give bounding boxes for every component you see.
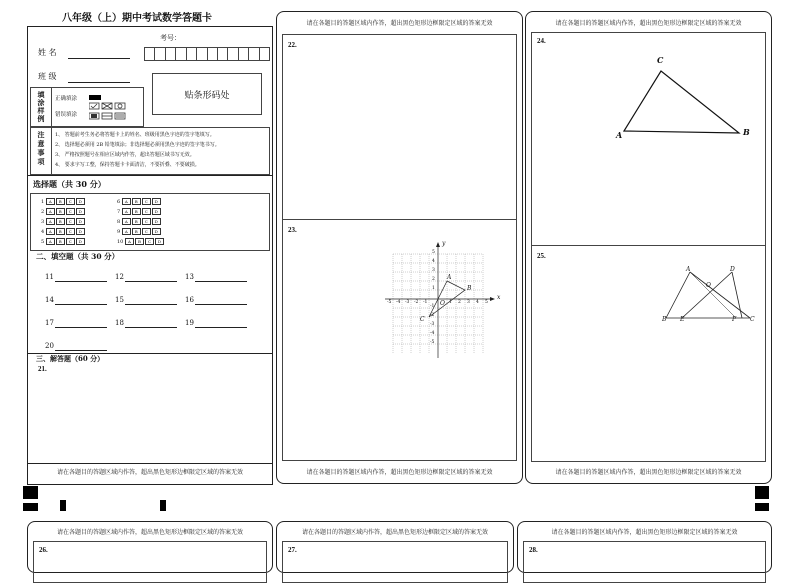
barcode-area	[152, 73, 262, 115]
correct-label: 正确填涂	[55, 96, 78, 102]
solve-title: 三、解答题（60 分）	[36, 354, 105, 363]
notice-3: 3、 严格按照题号在相应区域内作答，超出答题区域书写无效。	[55, 152, 195, 158]
notice-box	[30, 127, 270, 175]
answer-note-right-bottom: 请在各题目的答题区域内作答，超出黑色矩形边框限定区域的答案无效	[555, 469, 742, 476]
middle-panel	[276, 11, 523, 484]
grid-y-label: y	[442, 240, 446, 247]
bottom-panel-mid	[276, 521, 514, 573]
grid-point-c: C	[420, 316, 425, 323]
class-field[interactable]	[68, 82, 130, 83]
q24-label: 24.	[537, 37, 546, 45]
q26-area[interactable]	[33, 541, 267, 583]
fill-17[interactable]: 17	[45, 319, 54, 327]
answer-note-right-top: 请在各题目的答题区域内作答，超出黑色矩形边框限定区域的答案无效	[555, 20, 742, 27]
choice-box	[30, 193, 270, 251]
fill-19[interactable]: 19	[185, 319, 194, 327]
answer-note-left: 请在各题目的答题区域内作答，超出黑色矩形边框限定区域的答案无效	[56, 469, 243, 476]
fill-example-label: 填涂样例	[37, 91, 46, 123]
fill-11[interactable]: 11	[45, 273, 54, 281]
q27-area[interactable]	[282, 541, 508, 583]
tri-label-b: B	[743, 127, 750, 137]
q22-label: 22.	[288, 41, 297, 49]
fig25-label-d: D	[730, 266, 735, 273]
fill-16[interactable]: 16	[185, 296, 194, 304]
fig25-label-a: A	[686, 266, 691, 273]
fig25-label-b: B	[662, 316, 667, 323]
q23-area[interactable]: 23. x y O A B C -5 -4 -3 -2 -1 1 2 3 4 5 5 4 3 2 1 -1 -2 -3 -4 -5	[282, 219, 517, 461]
right-panel	[525, 11, 772, 484]
alignment-marker	[23, 503, 38, 511]
alignment-marker	[755, 503, 769, 511]
q28-label: 28.	[529, 546, 538, 554]
notice-4: 4、 要求字写工整，保持答题卡卡面清洁，不要折叠、不要破损。	[55, 162, 200, 168]
bottom-panel-left	[27, 521, 273, 573]
notice-2: 2、 选择题必须用 2B 铅笔填涂；非选择题必须用黑色字迹的签字笔书写。	[55, 142, 220, 148]
grid-x-label: x	[497, 294, 501, 301]
q22-area[interactable]	[282, 34, 517, 220]
answer-note-mid-top: 请在各题目的答题区域内作答，超出黑色矩形边框限定区域的答案无效	[306, 20, 493, 27]
bottom-panel-right	[517, 521, 772, 573]
fill-15[interactable]: 15	[115, 296, 124, 304]
q26-label: 26.	[39, 546, 48, 554]
wrong-label: 错误填涂	[55, 112, 78, 118]
wrong-marks	[89, 102, 139, 124]
sheet-title: 八年级（上）期中考试数学答题卡	[62, 13, 212, 24]
answer-note-mid-bottom: 请在各题目的答题区域内作答，超出黑色矩形边框限定区域的答案无效	[306, 469, 493, 476]
fill-13[interactable]: 13	[185, 273, 194, 281]
q25-label: 25.	[537, 252, 546, 260]
tri-label-a: A	[616, 130, 623, 140]
triangle-abc	[617, 63, 747, 138]
q27-label: 27.	[288, 546, 297, 554]
fig25-label-o: O	[706, 282, 711, 289]
q28-area[interactable]	[523, 541, 766, 583]
fill-14[interactable]: 14	[45, 296, 54, 304]
tri-label-c: C	[657, 55, 664, 65]
choice-right-col[interactable]: 6 A B C D 7 A B C D 8 A B C D 9 A B C D 10 A B C D	[117, 197, 165, 247]
alignment-marker	[23, 486, 38, 499]
alignment-marker	[755, 486, 769, 499]
correct-mark	[89, 95, 101, 100]
exam-no-boxes[interactable]	[144, 47, 270, 61]
exam-no-label: 考号：	[160, 34, 181, 42]
fig25-label-c: C	[750, 316, 755, 323]
name-field[interactable]	[68, 58, 130, 59]
fig25-label-e: E	[680, 316, 685, 323]
answer-note-br: 请在各题目的答题区域内作答，超出黑色矩形边框限定区域的答案无效	[551, 529, 738, 536]
notice-1: 1、 答题前考生务必将答题卡上的姓名、班级用黑色字迹的签字笔填写。	[55, 132, 215, 138]
choice-left-col[interactable]: 1 A B C D 2 A B C D 3 A B C D 4 A B C D 5 A B C D	[41, 197, 86, 247]
fill-example-box	[30, 87, 144, 127]
alignment-marker	[60, 500, 66, 511]
fill-12[interactable]: 12	[115, 273, 124, 281]
grid-point-b: B	[467, 285, 472, 292]
info-block	[30, 29, 268, 175]
notice-label: 注意事项	[37, 131, 46, 167]
grid-origin: O	[440, 300, 445, 307]
fill-18[interactable]: 18	[115, 319, 124, 327]
alignment-marker	[160, 500, 166, 511]
fig25-label-f: F	[732, 316, 737, 323]
q23-label: 23.	[288, 226, 297, 234]
name-label: 姓 名	[38, 48, 57, 57]
choice-title: 选择题（共 30 分）	[33, 179, 106, 189]
barcode-label: 贴条形码处	[184, 90, 230, 101]
q25-area[interactable]	[531, 245, 766, 462]
left-panel	[27, 26, 273, 485]
answer-note-bl: 请在各题目的答题区域内作答，超出黑色矩形边框限定区域的答案无效	[56, 529, 243, 536]
q21-label: 21.	[38, 365, 47, 373]
class-label: 班 级	[38, 72, 57, 81]
figure-25	[660, 264, 760, 324]
q24-area[interactable]	[531, 32, 766, 246]
fill-20[interactable]: 20	[45, 342, 54, 350]
grid-point-a: A	[447, 274, 452, 281]
fill-title: 二、填空题（共 30 分）	[36, 252, 120, 261]
answer-note-bm: 请在各题目的答题区域内作答，超出黑色矩形边框限定区域的答案无效	[301, 529, 488, 536]
